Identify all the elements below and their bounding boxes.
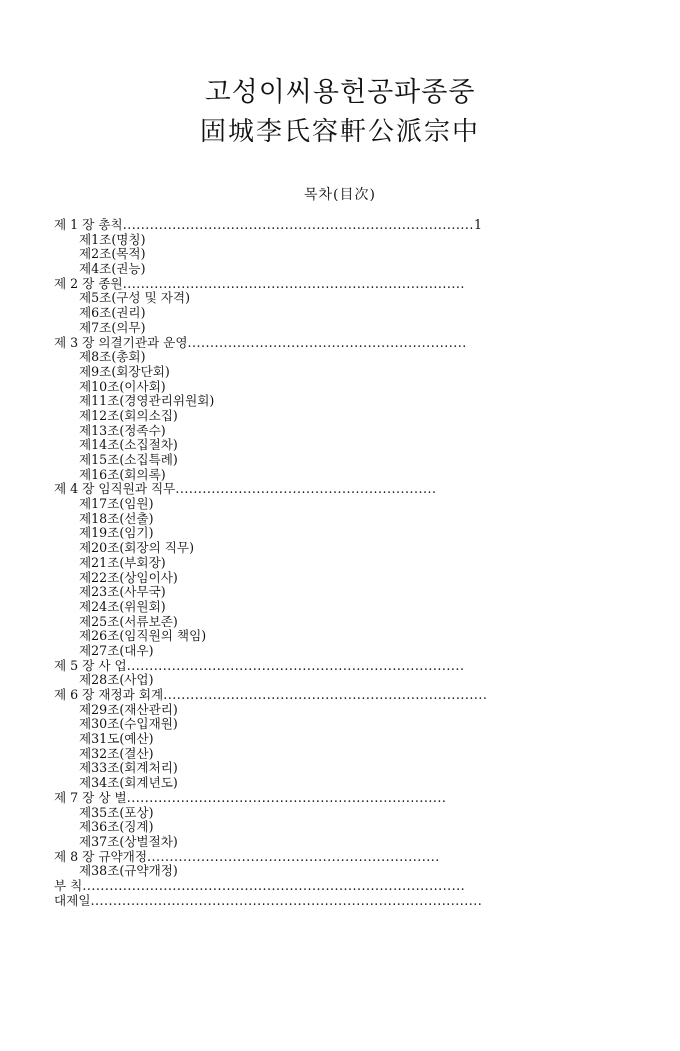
toc-chapter-title: 제 8 장 규약개정: [54, 849, 148, 864]
toc-article-entry: 제23조(사무국): [79, 585, 166, 600]
toc-chapter-title: 대제일: [54, 893, 91, 908]
toc-article-entry: 제33조(회계처리): [79, 761, 178, 776]
toc-article-entry: 제28조(사업): [79, 673, 154, 688]
toc-article-entry: 제7조(의무): [79, 320, 146, 335]
toc-article-entry: 제37조(상벌절차): [79, 834, 178, 849]
toc-article-entry: 제4조(권능): [79, 262, 146, 277]
document-title-korean: 고성이씨용헌공파종중: [204, 77, 476, 108]
toc-chapter-title: 부 칙: [54, 878, 83, 893]
toc-chapter-title: 제 6 장 재정과 회계: [54, 688, 164, 702]
toc-article-entry: 제5조(구성 및 자격): [79, 291, 191, 306]
toc-article-entry: 제25조(서류보존): [79, 614, 178, 629]
toc-article-entry: 제10조(이사회): [79, 379, 166, 394]
toc-article-entry: 제9조(회장단회): [79, 364, 170, 379]
toc-article-entry: 제26조(임직원의 책임): [79, 629, 207, 644]
toc-heading: 목차(目次): [304, 187, 376, 203]
toc-article-entry: 제35조(포상): [79, 805, 154, 820]
toc-chapter-title: 제 5 장 사 업: [54, 658, 127, 673]
toc-chapter-entry: [54, 850, 514, 865]
toc-article-entry: 제27조(대우): [79, 643, 154, 658]
toc-leader-dots: ..............................................................: [187, 335, 467, 350]
toc-chapter-title: 제 3 장 의결기관과 운영: [54, 335, 188, 350]
toc-article-entry: 제8조(총회): [79, 350, 146, 365]
toc-article-entry: 제36조(징계): [79, 820, 154, 835]
toc-chapter-title: 제 7 장 상 벌: [54, 790, 127, 805]
toc-article-entry: 제30조(수입재원): [79, 717, 178, 732]
toc-leader-dots: ........................................................................: [163, 688, 488, 702]
toc-article-entry: 제6조(권리): [79, 306, 146, 321]
toc-chapter-title: 제 1 장 총칙: [54, 218, 123, 232]
toc-article-entry: 제24조(위원회): [79, 599, 166, 614]
toc-article-entry: 제2조(목적): [79, 247, 146, 262]
toc-chapter-entry: [54, 482, 514, 497]
toc-chapter-entry: [54, 336, 514, 351]
toc-article-entry: 제31도(예산): [79, 732, 154, 747]
toc-article-entry: 제17조(임원): [79, 497, 154, 512]
toc-chapter-title: 제 4 장 임직원과 직무: [54, 482, 176, 497]
toc-leader-dots: ..........................................................: [175, 482, 437, 497]
toc-article-entry: 제11조(경영관리위원회): [79, 394, 215, 409]
toc-article-entry: 제19조(임기): [79, 526, 154, 541]
toc-article-entry: 제18조(선출): [79, 511, 154, 526]
toc-leader-dots: ...........................................................................: [126, 658, 465, 673]
toc-leader-dots: .......................................................................................: [90, 893, 483, 908]
toc-article-entry: 제13조(정족수): [79, 423, 166, 438]
toc-leader-dots: .....................................................................................: [82, 878, 466, 893]
toc-chapter-title: 제 2 장 종원: [54, 276, 123, 291]
toc-article-entry: 제32조(결산): [79, 746, 154, 761]
table-of-contents: [54, 218, 514, 908]
toc-article-entry: 제12조(회의소집): [79, 408, 178, 423]
toc-leader-dots: .................................................................: [147, 849, 440, 864]
toc-article-entry: 제22조(상임이사): [79, 570, 178, 585]
toc-article-entry: 제16조(회의록): [79, 467, 166, 482]
toc-page-number: 1: [473, 218, 482, 232]
toc-leader-dots: .......................................................................: [126, 790, 447, 805]
toc-chapter-entry: [54, 688, 514, 703]
toc-chapter-entry: [54, 791, 514, 806]
toc-article-entry: 제29조(재산관리): [79, 702, 178, 717]
toc-chapter-entry: [54, 218, 514, 233]
toc-chapter-entry: [54, 277, 514, 292]
toc-article-entry: 제38조(규약개정): [79, 864, 178, 879]
toc-article-entry: 제1조(명칭): [79, 232, 146, 247]
toc-chapter-entry: [54, 659, 514, 674]
toc-chapter-entry: [54, 894, 514, 909]
toc-leader-dots: ............................................................................: [122, 276, 465, 291]
toc-article-entry: 제21조(부회장): [79, 555, 166, 570]
toc-article-entry: 제15조(소집특례): [79, 453, 178, 467]
toc-article-entry: 제34조(회계년도): [79, 776, 178, 791]
toc-article-entry: 제20조(회장의 직무): [79, 541, 195, 556]
toc-article-entry: 제14조(소집절차): [79, 438, 178, 453]
toc-chapter-entry: [54, 879, 514, 894]
document-title-hanja: 固城李氏容軒公派宗中: [199, 117, 480, 147]
toc-leader-dots: ..............................................................................: [122, 218, 474, 232]
